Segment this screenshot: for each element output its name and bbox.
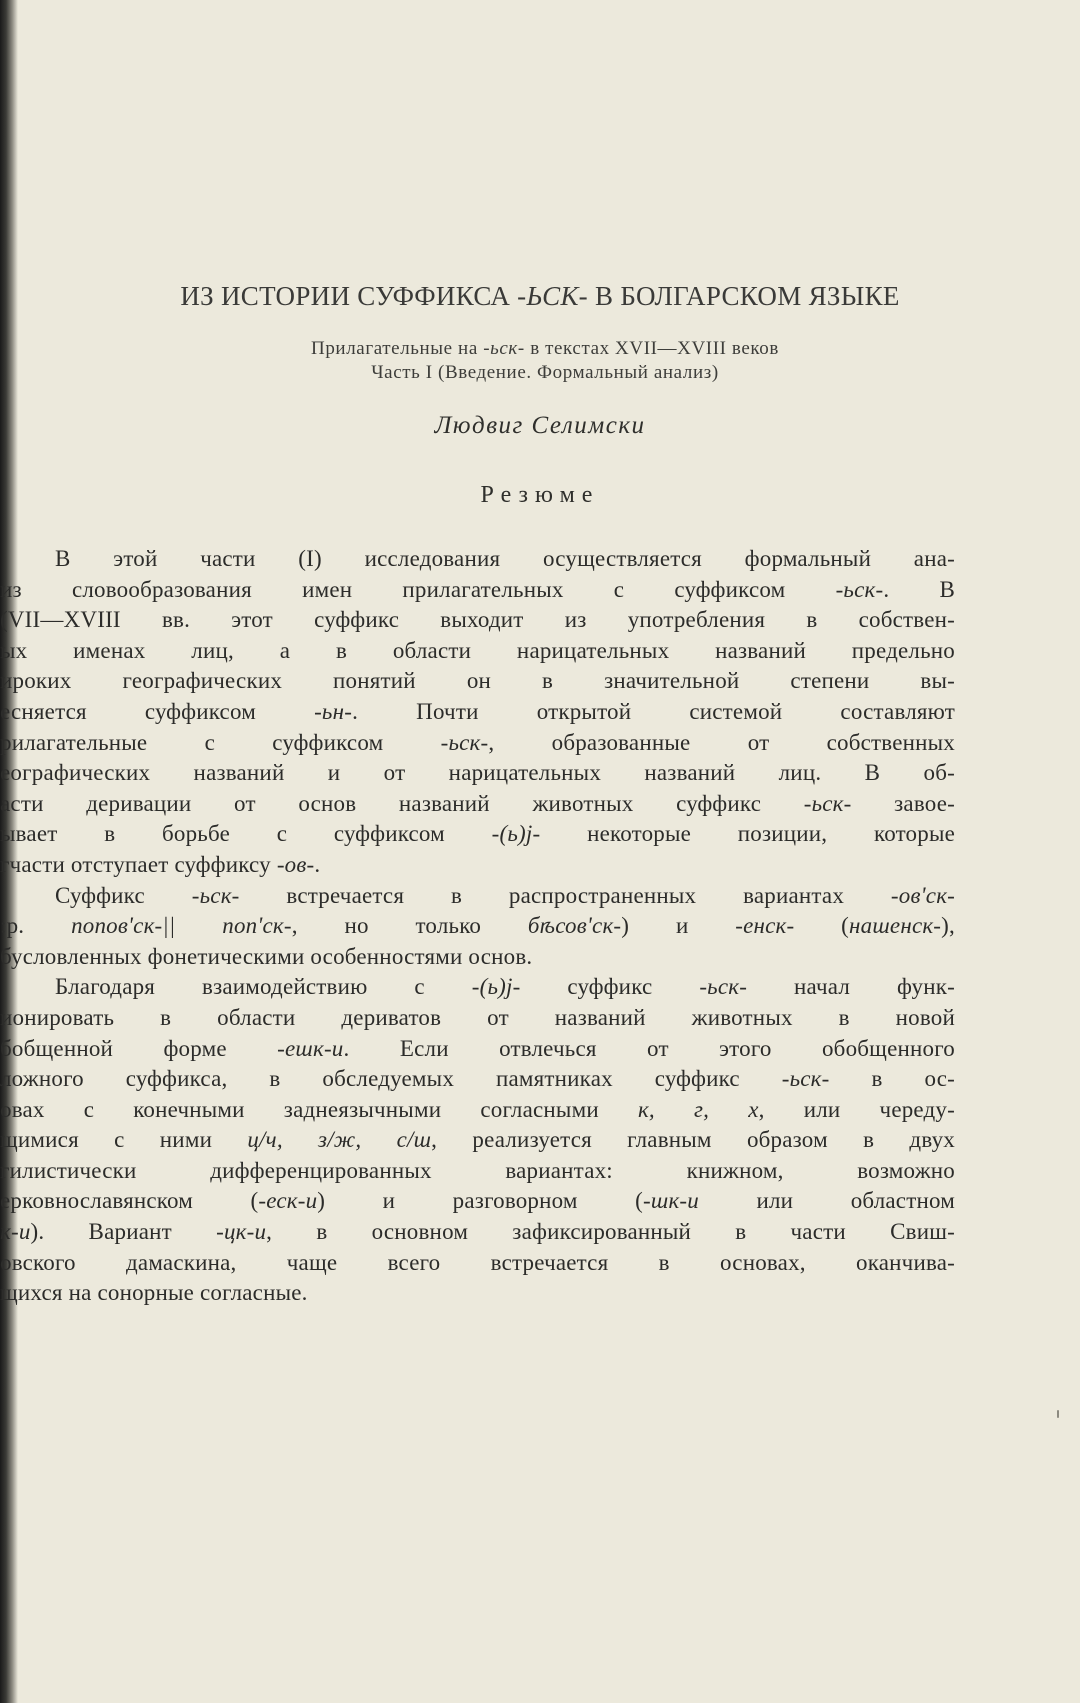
italic-term: -цк-и [216,1219,267,1245]
text-line [0,1156,955,1187]
text-segment: овах с конечными заднеязычными согласными [0,1096,638,1122]
italic-term: -ешк-и [277,1035,344,1061]
text-line [0,789,955,820]
italic-term: к-и [0,1219,31,1245]
italic-term: нашенск- [849,913,942,939]
italic-term: -ов- [276,851,315,877]
text-line [0,942,955,973]
text-line [0,1034,955,1065]
article-subtitle-line-1: Прилагательные на -ьск- в текстах XVII—XVIII веков [311,338,779,359]
text-line [0,697,955,728]
text-line [0,636,955,667]
text-segment: , образованные от собственных [488,729,955,755]
italic-term: -(ь)j- [491,821,541,847]
text-segment: . В [883,576,955,602]
text-segment: В этой части (I) исследования осуществляется формальный ана- [55,546,955,571]
text-segment: гчасти отступает суффиксу [0,851,277,877]
text-line [0,728,955,759]
text-segment: ионировать в области дериватов от названий животных в новой [0,1004,955,1030]
text-segment: щихся на сонорные согласные. [0,1280,308,1306]
text-line [0,1186,955,1217]
italic-term: -шк-и [643,1188,699,1214]
italic-term: -ьск- [835,576,884,602]
text-line [0,605,955,636]
text-segment: из словообразования имен прилагательных с суффиксом [0,576,836,602]
text-segment: асти деривации от основ названий животных суффикс [0,790,804,816]
text-line [0,911,955,942]
text-line [0,1064,955,1095]
resume-body-text [0,544,955,1309]
text-line [0,1125,955,1156]
text-segment: , или череду- [758,1096,955,1122]
text-segment: ых именах лиц, а в области нарицательных названий предельно [0,637,955,663]
text-segment: гилистически дифференцированных вариантах: книжном, возможно [0,1157,955,1183]
italic-term: ц/ч, з/ж, с/ш [247,1127,432,1153]
text-segment: Благодаря взаимодействию с [55,974,472,1000]
text-line [0,1095,955,1126]
author-name: Людвиг Селимски [434,412,646,439]
text-segment: ) и [621,913,736,939]
text-line [0,972,955,1003]
text-line [0,575,955,606]
text-segment: начал функ- [747,974,955,1000]
italic-term: -ьск- [699,974,748,1000]
text-segment: есняется суффиксом [0,698,315,724]
text-segment: еографических названий и от нарицательных названий лиц. В об- [0,760,955,786]
text-segment: встречается в распространенных вариантах [239,882,891,908]
text-segment: щимися с ними [0,1127,248,1153]
italic-term: -ьск- [191,882,240,908]
italic-term: -енск- [735,913,795,939]
text-line [0,881,955,912]
resume-heading: Резюме [480,482,600,508]
text-segment: :р. [0,913,72,939]
text-segment: , но только [291,913,528,939]
text-line [0,1003,955,1034]
text-segment: . Почти открытой системой составляют [352,698,955,724]
text-segment: (VII—XVIII вв. этот суффикс выходит из употребления в собствен- [0,607,955,633]
text-line [0,850,955,881]
text-line [0,1248,955,1279]
text-segment: ироких географических понятий он в значительной степени вы- [0,668,955,694]
text-segment: . Если отвлечься от этого обобщенного [343,1035,955,1061]
article-title: ИЗ ИСТОРИИ СУФФИКСА -ЬСК- В БОЛГАРСКОМ ЯЗЫКЕ [180,281,900,311]
italic-term: -ьск- [803,790,852,816]
text-segment: ерковнославянском ( [0,1188,259,1214]
text-line [0,666,955,697]
italic-term: бѣсов'ск- [527,913,622,939]
italic-term: к, г, х [637,1096,759,1122]
text-segment: ложного суффикса, в обследуемых памятниках суффикс [0,1066,782,1092]
text-segment: или областном [698,1188,955,1214]
text-segment: ) и разговорном ( [317,1188,644,1214]
text-segment: рилагательные с суффиксом [0,729,441,755]
text-segment: ), [941,913,955,939]
italic-term: -ьск- [781,1066,830,1092]
italic-term: попов'ск-|| поп'ск- [71,913,292,939]
paper-speck [1057,1410,1059,1418]
italic-term: -ьн- [314,698,353,724]
text-line [0,544,955,575]
text-line [0,1217,955,1248]
text-segment: . [314,851,321,877]
text-line [0,1278,955,1309]
text-segment: ывает в борьбе с суффиксом [0,821,492,847]
text-segment: в ос- [829,1066,955,1092]
text-segment: суффикс [520,974,700,1000]
text-segment: некоторые позиции, которые [540,821,956,847]
text-segment: ). Вариант [30,1219,217,1245]
text-segment: бусловленных фонетическими особенностями основ. [0,943,533,969]
text-segment: ( [794,913,850,939]
italic-term: -ов'ск- [890,882,956,908]
italic-term: -еск-и [258,1188,318,1214]
article-subtitle-line-2: Часть I (Введение. Формальный анализ) [371,362,719,383]
italic-term: -ьск- [440,729,489,755]
text-segment: , в основном зафиксированный в части Свиш- [266,1219,955,1245]
italic-term: -(ь)j- [471,974,521,1000]
text-segment: Суффикс [55,882,192,908]
text-line [0,819,955,850]
text-segment: завое- [851,790,955,816]
text-line [0,758,955,789]
text-segment: овского дамаскина, чаще всего встречается в основах, оканчива- [0,1249,955,1275]
text-segment: , реализуется главным образом в двух [431,1127,955,1153]
text-segment: бобщенной форме [0,1035,278,1061]
